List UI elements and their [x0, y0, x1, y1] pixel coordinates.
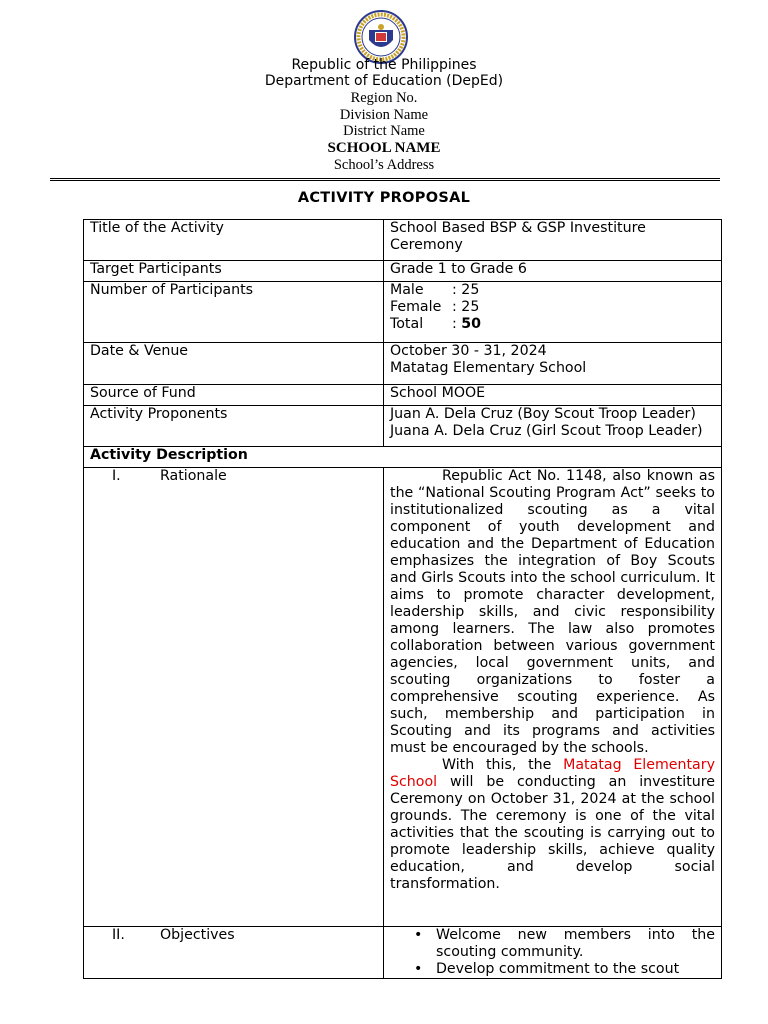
objective-item: • Develop commitment to the scout — [436, 961, 715, 978]
school-highlight: Matatag Elementary School — [390, 757, 715, 790]
objectives-label: Objectives — [160, 927, 235, 943]
date-value: October 30 - 31, 2024 — [390, 343, 547, 360]
rationale-label: Rationale — [160, 468, 227, 484]
table-row — [84, 282, 722, 343]
objectives-list — [390, 927, 715, 978]
proponent-1: Juan A. Dela Cruz (Boy Scout Troop Leader) — [390, 405, 696, 422]
title-value: School Based BSP & GSP Investiture Ceremony — [384, 220, 722, 261]
rationale-p2-start: With this, the — [442, 757, 564, 773]
table-row — [84, 384, 722, 405]
male-value: : 25 — [452, 282, 480, 299]
fund-value: School MOOE — [384, 384, 722, 405]
rationale-text — [384, 468, 722, 927]
female-label: Female — [390, 299, 442, 316]
table-row — [84, 446, 722, 467]
title-label: Title of the Activity — [84, 220, 384, 261]
rationale-p2-end: will be conducting an investiture Ceremony on October 31, 2024 at the school grounds. The ceremony is one of the vital activities that the scouting is carrying out to promote leadership skills, achieve quality education, and develop social transformation. — [390, 774, 715, 892]
activity-description-heading: Activity Description — [84, 446, 722, 467]
document-title: ACTIVITY PROPOSAL — [297, 190, 471, 206]
deped-seal-logo — [354, 10, 408, 64]
table-row — [84, 927, 722, 979]
objectives-number: II. — [112, 927, 125, 943]
table-row — [84, 405, 722, 446]
objective-item: • Welcome new members into the scouting community. — [436, 927, 715, 961]
venue-value: Matatag Elementary School — [390, 360, 587, 377]
total-value: 50 — [461, 316, 482, 333]
school-address: School’s Address — [333, 157, 435, 173]
republic-line: Republic of the Philippines — [291, 57, 477, 73]
fund-label: Source of Fund — [84, 384, 384, 405]
target-value: Grade 1 to Grade 6 — [384, 261, 722, 282]
rationale-paragraph-2 — [390, 757, 715, 893]
department-line: Department of Education (DepEd) — [264, 73, 504, 89]
rationale-paragraph-1: Republic Act No. 1148, also known as the “National Scouting Program Act” seeks to institutionalized scouting as a vital component of youth development and education and the Department of Education emphasizes the integration of Boy Scouts and Girls Scouts into the school curriculum. It aims to promote character development, leadership skills, and civic responsibility among learners. The law also promotes collaboration between various government agencies, local government units, and scouting organizations to foster a comprehensive scouting experience. As such, membership and participation in Scouting and its programs and activities must be encouraged by the schools. — [390, 468, 715, 756]
target-label: Target Participants — [84, 261, 384, 282]
proposal-table — [83, 219, 722, 979]
total-label: Total — [390, 316, 424, 333]
table-row — [84, 220, 722, 261]
header-divider — [50, 178, 720, 181]
number-label: Number of Participants — [84, 282, 384, 343]
region-line: Region No. — [350, 90, 418, 106]
table-row — [84, 468, 722, 927]
participant-counts — [384, 282, 722, 343]
table-row — [84, 261, 722, 282]
district-line: District Name — [343, 123, 425, 139]
date-label: Date & Venue — [84, 343, 384, 384]
school-name: SCHOOL NAME — [327, 140, 441, 156]
female-value: : 25 — [452, 299, 480, 316]
proponents-label: Activity Proponents — [84, 405, 384, 446]
division-line: Division Name — [339, 107, 429, 123]
table-row — [84, 343, 722, 384]
male-label: Male — [390, 282, 424, 299]
proponent-2: Juana A. Dela Cruz (Girl Scout Troop Leader) — [390, 422, 703, 439]
total-colon: : — [452, 316, 462, 333]
rationale-number: I. — [112, 468, 121, 484]
